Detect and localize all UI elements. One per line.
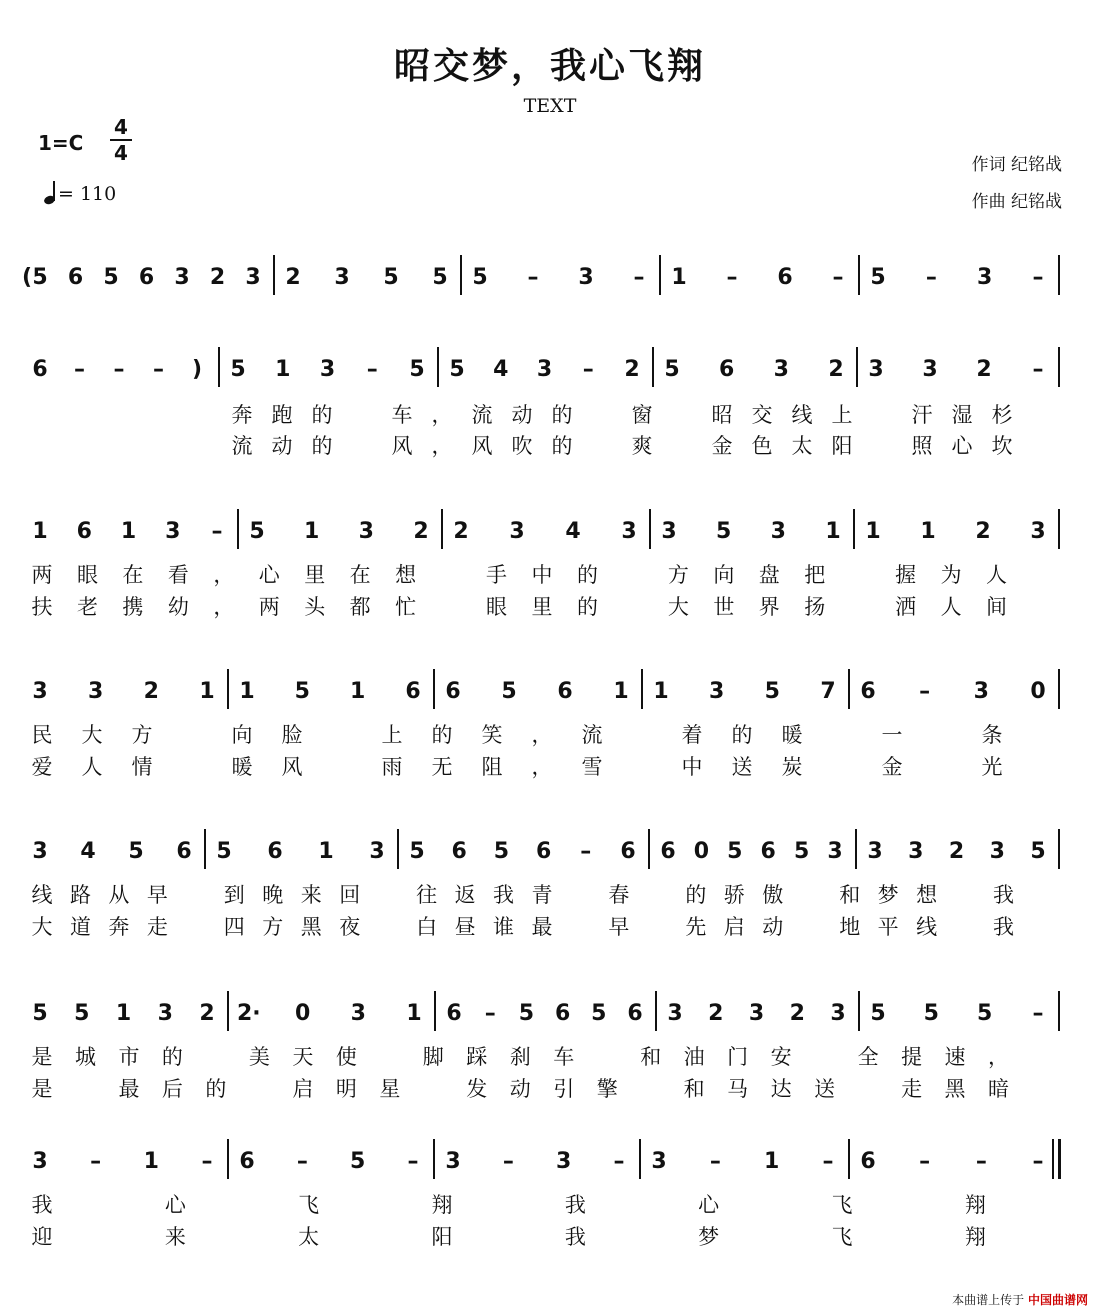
dash-sustain: – <box>580 839 592 864</box>
footer-prefix: 本曲谱上传于 <box>952 1293 1025 1307</box>
note: 6 <box>267 839 283 864</box>
dash-sustain: – <box>1032 1001 1044 1026</box>
bar-line <box>1058 1139 1061 1179</box>
note: 1 <box>406 1001 422 1026</box>
note: 5 <box>1030 839 1046 864</box>
bar-line <box>1058 991 1060 1031</box>
note: 2 <box>624 357 640 382</box>
note: 6 <box>32 357 48 382</box>
dash-sustain: – <box>1032 357 1044 382</box>
note: 2 <box>413 519 429 544</box>
dash-sustain: – <box>366 357 378 382</box>
note: 3 <box>922 357 938 382</box>
note: 7 <box>820 679 836 704</box>
lyricist-credit: 作词 纪铭战 <box>971 155 1062 175</box>
note: 6 <box>860 679 876 704</box>
note: 0 <box>295 1001 311 1026</box>
note: 5 <box>216 839 232 864</box>
note: 2· <box>237 1001 261 1026</box>
bar-line <box>641 669 643 709</box>
note: 5 <box>664 357 680 382</box>
dash-sustain: – <box>832 265 844 290</box>
note: 5 <box>977 1001 993 1026</box>
bar-line <box>460 255 462 295</box>
note: 1 <box>920 519 936 544</box>
dash-sustain: – <box>113 357 125 382</box>
bar-line <box>434 991 436 1031</box>
bar-line <box>218 347 220 387</box>
note: 0 <box>693 839 710 864</box>
note: 3 <box>977 265 993 290</box>
note: 3 <box>556 1149 572 1174</box>
note: 2 <box>948 839 965 864</box>
bar-line <box>433 1139 435 1179</box>
bar-line <box>648 829 650 869</box>
note: 6 <box>446 1001 462 1026</box>
song-subtitle: TEXT <box>523 95 577 117</box>
note: 5 <box>727 839 743 864</box>
note: 1 <box>115 1001 132 1026</box>
composer-credit: 作曲 纪铭战 <box>971 192 1062 212</box>
note: 2 <box>789 1001 805 1026</box>
note: 4 <box>80 839 96 864</box>
note: 5 <box>449 357 465 382</box>
note: 5 <box>249 519 265 544</box>
note: 5 <box>128 839 144 864</box>
note: 1 <box>653 679 669 704</box>
note: 3 <box>661 519 677 544</box>
dash-sustain: – <box>502 1149 514 1174</box>
note: 3 <box>88 679 104 704</box>
note: 5 <box>518 1001 535 1026</box>
note: 5 <box>432 265 448 290</box>
bar-line <box>858 991 860 1031</box>
note: 3 <box>334 265 350 290</box>
note: 5 <box>294 679 310 704</box>
dash-sustain: – <box>1032 1149 1044 1174</box>
note: 6 <box>405 679 421 704</box>
note: 0 <box>1030 679 1046 704</box>
note: 3 <box>709 679 725 704</box>
note: 6 <box>627 1001 643 1026</box>
score-row: 1 6 1 3 – 5 1 3 2 2 3 4 3 3 5 3 1 1 1 2 3 两 眼 在 看 ， 心 里 在 想 手 中 的 方 向 盘 把 握 为 人 扶 老 携 幼 ， 两 头 都 忙 眼 里 的 大 世 界 扬 洒 人 间 <box>0 519 1100 639</box>
bar-line <box>227 1139 229 1179</box>
bar-line <box>639 1139 641 1179</box>
tempo-value: = 110 <box>58 183 117 205</box>
bar-line <box>1058 509 1060 549</box>
bar-line <box>652 347 654 387</box>
note: 3 <box>830 1001 846 1026</box>
bar-line <box>659 255 661 295</box>
note: 1 <box>239 679 255 704</box>
note: 3 <box>748 1001 765 1026</box>
bar-line <box>848 1139 850 1179</box>
note: 2 <box>453 519 469 544</box>
note: 5 <box>383 265 399 290</box>
score-row: 5 5 1 3 2 2· 0 3 1 6 – 5 6 5 6 3 2 3 2 3 5 5 5 – 是 城 市 的 美 天 使 脚 踩 刹 车 和 油 门 安 全 提 速 ， 是 最 后 的 启 明 星 发 动 引 擎 和 马 达 送 走 黑 暗 <box>0 1001 1100 1121</box>
bar-line <box>227 991 229 1031</box>
bar-line <box>1058 347 1060 387</box>
note: 6 <box>557 679 573 704</box>
note: 6 <box>445 679 461 704</box>
bar-line <box>227 669 229 709</box>
note: 5 <box>472 265 488 290</box>
note: 2 <box>975 519 991 544</box>
note: 3 <box>651 1149 667 1174</box>
note: 3 <box>989 839 1005 864</box>
bar-line <box>855 829 857 869</box>
note: 5 <box>74 1001 90 1026</box>
note: 6 <box>554 1001 571 1026</box>
time-signature-bottom: 4 <box>114 141 128 165</box>
note: 2 <box>708 1001 724 1026</box>
note: 5 <box>923 1001 939 1026</box>
note: 5 <box>103 265 119 290</box>
note: 5 <box>409 357 425 382</box>
dash-sustain: – <box>582 357 594 382</box>
note: 6 <box>760 839 776 864</box>
note: 2 <box>285 265 301 290</box>
tempo-marking <box>44 180 116 205</box>
dash-sustain: – <box>726 265 738 290</box>
note: 6 <box>239 1149 255 1174</box>
note: 1 <box>32 519 48 544</box>
bar-line <box>655 991 657 1031</box>
upload-footer <box>952 1291 1088 1308</box>
note: 3 <box>32 679 48 704</box>
note: 2 <box>143 679 159 704</box>
note: 6 <box>860 1149 876 1174</box>
note: 3 <box>174 265 190 290</box>
bar-line <box>1058 829 1060 869</box>
note: 6 <box>451 839 467 864</box>
dash-sustain: – <box>709 1149 721 1174</box>
bar-line <box>1052 1139 1054 1179</box>
note: 4 <box>493 357 509 382</box>
note: 2 <box>209 265 226 290</box>
note: 1 <box>613 679 629 704</box>
note: 6 <box>67 265 84 290</box>
note: 3 <box>32 1149 48 1174</box>
dash-sustain: – <box>925 265 937 290</box>
note: 5 <box>409 839 425 864</box>
score-row: 3 3 2 1 1 5 1 6 6 5 6 1 1 3 5 7 6 – 3 0 民 大 方 向 脸 上 的 笑 ， 流 着 的 暖 一 条 爱 人 情 暖 风 雨 无 阻 ， 雪 中 送 炭 金 光 <box>0 679 1100 799</box>
note: 5 <box>870 265 886 290</box>
note: 3 <box>350 1001 366 1026</box>
note: 5 <box>493 839 510 864</box>
dash-sustain: – <box>407 1149 419 1174</box>
dash-sustain: – <box>201 1149 213 1174</box>
note: 5 <box>32 265 48 290</box>
note: 1 <box>865 519 881 544</box>
bar-line <box>848 669 850 709</box>
note: 2 <box>976 357 992 382</box>
note: 1 <box>825 519 841 544</box>
dash-sustain: – <box>211 519 223 544</box>
note: 6 <box>535 839 552 864</box>
note: 3 <box>770 519 786 544</box>
note: 1 <box>275 357 291 382</box>
bar-line <box>273 255 275 295</box>
note: 3 <box>908 839 924 864</box>
note: 3 <box>827 839 843 864</box>
note: 6 <box>620 839 636 864</box>
note: 6 <box>176 839 192 864</box>
note: 3 <box>509 519 525 544</box>
dash-sustain: – <box>975 1149 987 1174</box>
note: 3 <box>245 265 261 290</box>
note: 5 <box>870 1001 886 1026</box>
bar-line <box>853 509 855 549</box>
dash-sustain: – <box>484 1001 496 1026</box>
note: 3 <box>157 1001 173 1026</box>
bar-line <box>649 509 651 549</box>
note: 3 <box>358 519 374 544</box>
note: 3 <box>621 519 637 544</box>
note: 3 <box>369 839 385 864</box>
bar-line <box>1058 669 1060 709</box>
key-signature: 1=C <box>38 131 84 155</box>
note: 3 <box>773 357 789 382</box>
bar-line <box>433 669 435 709</box>
note: 5 <box>591 1001 607 1026</box>
note: 1 <box>199 679 215 704</box>
paren-close: ) <box>192 357 203 382</box>
note: 1 <box>143 1149 159 1174</box>
score-row: 3 – 1 – 6 – 5 – 3 – 3 – 3 – 1 – 6 – – – 我 心 飞 翔 我 心 飞 翔 迎 来 太 阳 我 梦 飞 翔 <box>0 1149 1100 1269</box>
dash-sustain: – <box>822 1149 834 1174</box>
note: 5 <box>32 1001 48 1026</box>
note: 1 <box>764 1149 780 1174</box>
dash-sustain: – <box>633 265 645 290</box>
note: 6 <box>660 839 676 864</box>
note: 5 <box>350 1149 366 1174</box>
bar-line <box>856 347 858 387</box>
note: 6 <box>719 357 735 382</box>
dash-sustain: – <box>919 679 931 704</box>
footer-site: 中国曲谱网 <box>1027 1293 1088 1307</box>
note: 6 <box>138 265 155 290</box>
bar-line <box>204 829 206 869</box>
note: 3 <box>536 357 553 382</box>
note: 5 <box>501 679 517 704</box>
time-signature <box>110 116 132 164</box>
dash-sustain: – <box>296 1149 308 1174</box>
paren-open: ( <box>22 265 33 290</box>
bar-line <box>858 255 860 295</box>
note: 1 <box>304 519 320 544</box>
dash-sustain: – <box>153 357 164 382</box>
bar-line <box>237 509 239 549</box>
note: 3 <box>867 839 883 864</box>
bar-line <box>441 509 443 549</box>
note: 3 <box>1030 519 1046 544</box>
note: 3 <box>445 1149 461 1174</box>
bar-line <box>437 347 439 387</box>
song-title: 昭交梦，我心飞翔 <box>393 46 706 87</box>
note: 3 <box>667 1001 683 1026</box>
score-row: 3 4 5 6 5 6 1 3 5 6 5 6 – 6 6 0 5 6 5 3 3 3 2 3 5 线 路 从 早 到 晚 来 回 往 返 我 青 春 的 骄 傲 和 梦 想 我 大 道 奔 走 四 方 黑 夜 白 昼 谁 最 早 先 启 动 地 平 线 我 <box>0 839 1100 959</box>
note: 3 <box>32 839 48 864</box>
note: 3 <box>165 519 181 544</box>
dash-sustain: – <box>90 1149 102 1174</box>
bar-line <box>1058 255 1060 295</box>
time-signature-top: 4 <box>114 115 128 139</box>
bar-line <box>397 829 399 869</box>
note: 3 <box>868 357 884 382</box>
dash-sustain: – <box>527 265 539 290</box>
note: 5 <box>793 839 810 864</box>
note: 5 <box>230 357 246 382</box>
note: 1 <box>120 519 137 544</box>
note: 1 <box>318 839 334 864</box>
note: 3 <box>578 265 594 290</box>
note: 5 <box>716 519 732 544</box>
note: 4 <box>565 519 581 544</box>
note: 6 <box>76 519 92 544</box>
quarter-note-icon <box>44 180 58 204</box>
note: 1 <box>671 265 687 290</box>
note: 2 <box>828 357 844 382</box>
note: 2 <box>199 1001 215 1026</box>
note: 6 <box>777 265 793 290</box>
dash-sustain: – <box>74 357 85 382</box>
note: 3 <box>319 357 336 382</box>
note: 5 <box>764 679 780 704</box>
score-row: 6 – – – ) 5 1 3 – 5 5 4 3 – 2 5 6 3 2 3 3 2 – 奔 跑 的 车 ， 流 动 的 窗 昭 交 线 上 汗 湿 杉 流 动 的 风 ， 风 吹 的 爽 金 色 太 阳 照 心 坎 <box>0 357 1100 477</box>
dash-sustain: – <box>1032 265 1044 290</box>
dash-sustain: – <box>919 1149 931 1174</box>
note: 1 <box>350 679 366 704</box>
note: 3 <box>973 679 989 704</box>
dash-sustain: – <box>613 1149 625 1174</box>
